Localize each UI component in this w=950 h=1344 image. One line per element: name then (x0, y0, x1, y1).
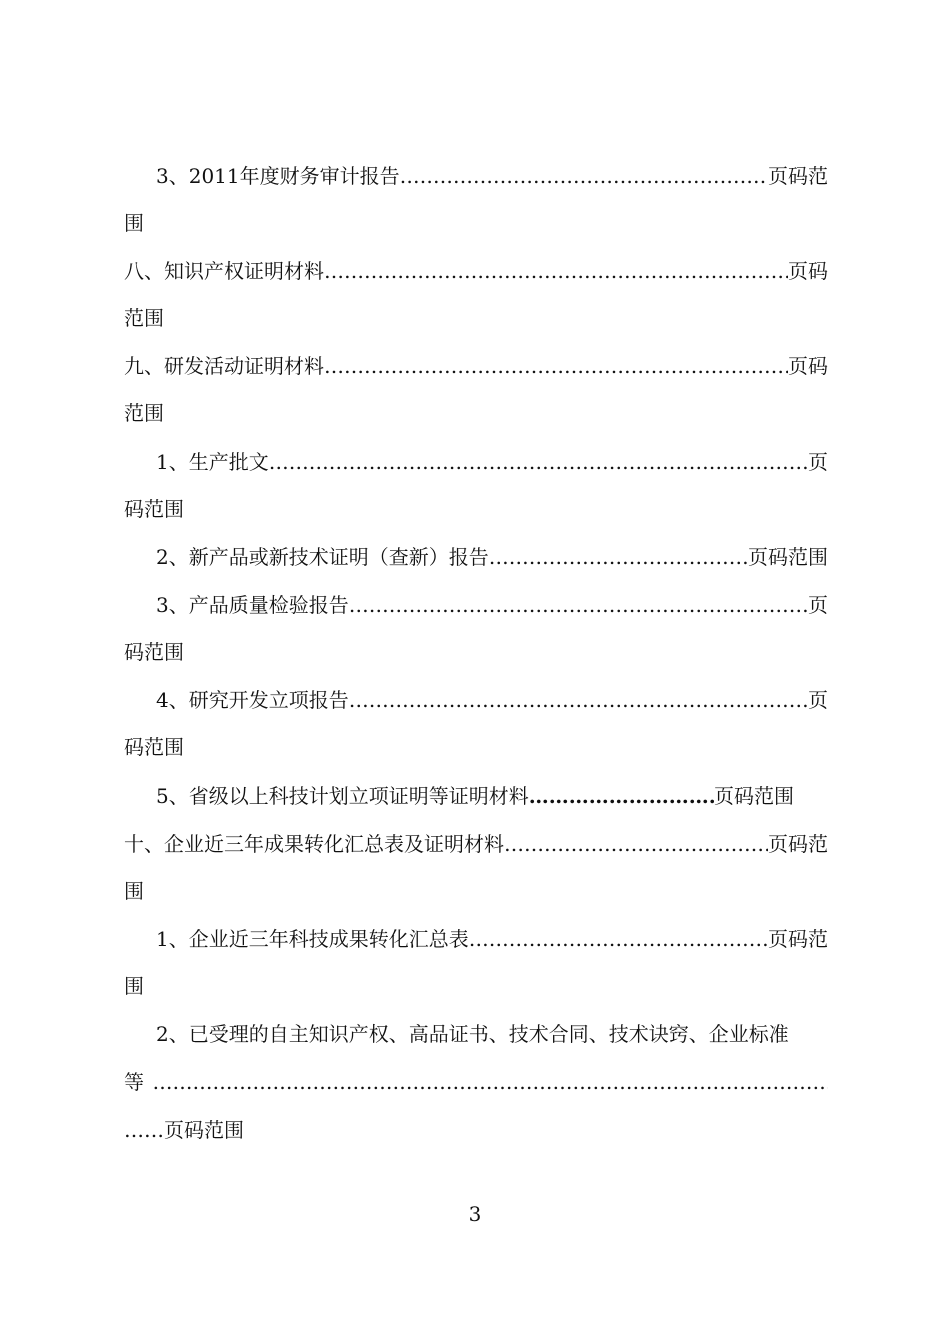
toc-entry-title-end: 等 (124, 1070, 144, 1094)
toc-page-range: 页码范围 (748, 545, 828, 569)
toc-entry[interactable] (124, 828, 828, 860)
toc-entry-continuation: 码范围 (124, 735, 184, 759)
toc-entry-title: 3、产品质量检验报告 (156, 593, 349, 617)
toc-page-range: 页码 (788, 259, 828, 283)
toc-entry-title: 5、省级以上科技计划立项证明等证明材料 (156, 784, 529, 808)
toc-leader-dots (349, 589, 808, 621)
toc-leader-dots (324, 350, 788, 382)
toc-entry[interactable] (124, 350, 828, 382)
toc-entry[interactable] (156, 1018, 828, 1050)
toc-leader-dots (489, 541, 748, 573)
toc-entry-title: 4、研究开发立项报告 (156, 688, 349, 712)
toc-leader-dots (400, 160, 768, 192)
toc-entry-continuation: 围 (124, 974, 144, 998)
toc-leader-dots (269, 446, 808, 478)
toc-page-range: 页码范 (768, 927, 828, 951)
toc-entry[interactable] (156, 780, 794, 812)
toc-page-range: 页码范 (768, 832, 828, 856)
toc-entry[interactable] (156, 589, 828, 621)
toc-entry-continuation (124, 1066, 828, 1098)
toc-entry-title: 十、企业近三年成果转化汇总表及证明材料 (124, 832, 504, 856)
toc-entry-continuation: 围 (124, 879, 144, 903)
toc-entry[interactable] (156, 923, 828, 955)
toc-page-range: 页码 (788, 354, 828, 378)
toc-page-range: 页 (808, 688, 828, 712)
toc-page-range: 页码范围 (714, 784, 794, 808)
toc-entry-title: 1、生产批文 (156, 450, 269, 474)
toc-entry[interactable] (156, 684, 828, 716)
toc-entry[interactable] (156, 541, 828, 573)
toc-entry-continuation: 范围 (124, 401, 164, 425)
toc-page-range: 页 (808, 593, 828, 617)
toc-entry-title: 3、2011年度财务审计报告 (156, 164, 400, 188)
toc-entry-title: 八、知识产权证明材料 (124, 259, 324, 283)
toc-entry[interactable] (156, 160, 828, 192)
toc-page-range: 页码范 (768, 164, 828, 188)
toc-page-range: 页码范围 (164, 1118, 244, 1142)
toc-entry-title: 2、已受理的自主知识产权、高品证书、技术合同、技术诀窍、企业标准 (156, 1022, 789, 1046)
toc-entry-continuation: 范围 (124, 306, 164, 330)
toc-entry-title: 1、企业近三年科技成果转化汇总表 (156, 927, 469, 951)
toc-entry-continuation: 码范围 (124, 497, 184, 521)
toc-entry[interactable] (124, 255, 828, 287)
toc-leader-dots (324, 255, 788, 287)
toc-entry-continuation: 围 (124, 211, 144, 235)
toc-leader-dots (152, 1066, 828, 1098)
toc-entry-title: 2、新产品或新技术证明（查新）报告 (156, 545, 489, 569)
toc-entry-continuation: 码范围 (124, 640, 184, 664)
toc-leader-dots (529, 780, 714, 812)
toc-leader-dots (349, 684, 808, 716)
toc-leader-dots (504, 828, 768, 860)
page-number: 3 (468, 1202, 482, 1226)
toc-page-range: 页 (808, 450, 828, 474)
toc-leader-dots: …… (124, 1118, 164, 1142)
toc-leader-dots (469, 923, 768, 955)
toc-entry-title: 九、研发活动证明材料 (124, 354, 324, 378)
toc-entry-continuation (124, 1114, 828, 1146)
toc-entry[interactable] (156, 446, 828, 478)
